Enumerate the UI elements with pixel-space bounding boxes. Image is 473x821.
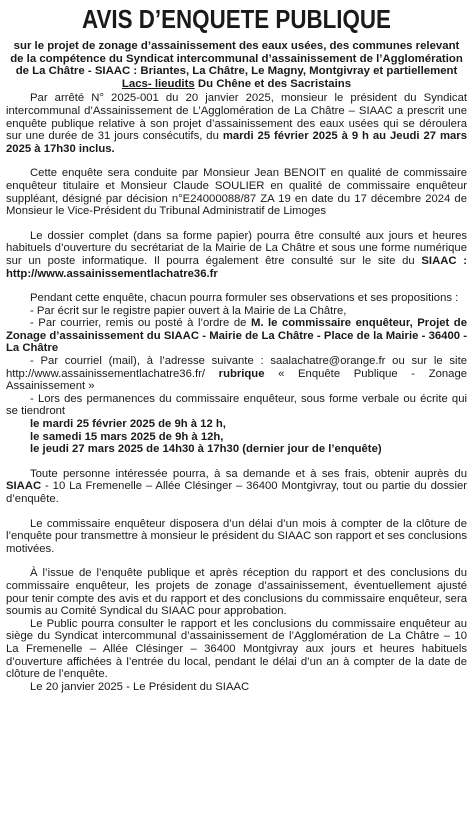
paragraph-text: Par arrêté N° 2025-001 du 20 janvier 2025, monsieur le président du Syndicat intercommunal d’Assainissement de L’Agglomération de La Châtre – SIAAC a prescrit une enquête publique relative à son projet d’assainissement des eaux usées qui se déroulera sur une durée de 31 jours consécutifs, du bbox=[6, 92, 467, 143]
bullet-courrier bbox=[6, 317, 467, 355]
paragraph-text: Le dossier complet (dans sa forme papier) pourra être consulté aux jours et heures habituels d’ouverture du secrétariat de la Mairie de La Châtre et sous une forme numérique sur un poste informatique. Il pourra également être consulté sur le site du bbox=[6, 229, 467, 267]
signature-line: Le 20 janvier 2025 - Le Président du SIAAC bbox=[30, 680, 250, 693]
enquiry-dates: mardi 25 février 2025 à 9 h au Jeudi 27 mars 2025 à 17h30 inclus. bbox=[6, 130, 467, 155]
paragraph-issue: À l’issue de l’enquête publique et après réception du rapport et des conclusions du commissaire enquêteur, les projets de zonage d’assainissement, éventuellement ajusté pour tenir compte des avis et du rapport et des conclusions du commissaire enquêteur, sera soumis au Comité Syndical du SIAAC pour approbation. bbox=[6, 567, 467, 618]
paragraph-arrete bbox=[6, 92, 467, 155]
schedule-item: le samedi 15 mars 2025 de 9h à 12h, bbox=[30, 430, 224, 443]
paragraph-text-end: - 10 La Fremenelle – Allée Clésinger – 36400 Montgivray, tout ou partie du dossier d’enquête. bbox=[6, 480, 467, 505]
bullet-courriel bbox=[6, 355, 467, 393]
schedule-item: le mardi 25 février 2025 de 9h à 12 h, bbox=[30, 418, 226, 431]
subtitle-text: sur le projet de zonage d’assainissement des eaux usées, des communes relevant de la compétence du Syndicat intercommunal d’assainissement de l’Agglomération de La Châtre - SIAAC : Briantes, La Châtre, Le Magny, Montgivray et partiellement bbox=[10, 40, 463, 78]
schedule-item: le jeudi 27 mars 2025 de 14h30 à 17h30 (dernier jour de l’enquête) bbox=[30, 443, 382, 456]
bullet-registre: - Par écrit sur le registre papier ouvert à la Mairie de La Châtre, bbox=[30, 304, 347, 317]
permanence-schedule bbox=[6, 418, 467, 456]
bullet-text: - Par courrier, remis ou posté à l’ordre de bbox=[30, 317, 251, 330]
paragraph-consultation: Le Public pourra consulter le rapport et les conclusions du commissaire enquêteur au siège du Syndicat intercommunal d’assainissement de l’Agglomération de La Châtre – 10 La Fremenelle – Allée Clésinger – 36400 Montgivray aux jours et heures habituels d’ouverture affichées à l’entrée du local, pendant le délai d’un an à compter de la date de clôture de l’enquête. bbox=[6, 617, 467, 681]
notice-title: AVIS D’ENQUETE PUBLIQUE bbox=[82, 4, 391, 34]
postal-address: M. le commissaire enquêteur, Projet de Zonage d’assainissement du SIAAC - Mairie de La Châtre - Place de la Mairie - 36400 - La Châtre bbox=[6, 317, 467, 355]
siaac-name: SIAAC bbox=[6, 480, 42, 493]
paragraph-commissaire: Cette enquête sera conduite par Monsieur Jean BENOIT en qualité de commissaire enquêteur titulaire et Monsieur Claude SOULIER en qualité de commissaire enquêteur suppléant, désigné par décision n°E24000088/87 ZA 19 en date du 17 décembre 2024 de Monsieur le Vice-Président du Tribunal Administratif de Limoges bbox=[6, 167, 467, 218]
subtitle-text-end: Du Chêne et des Sacristains bbox=[194, 77, 352, 90]
paragraph-observations: Pendant cette enquête, chacun pourra formuler ses observations et ses propositions : bbox=[30, 292, 459, 305]
siaac-website: SIAAC : http://www.assainissementlachatre36.fr bbox=[6, 254, 467, 280]
paragraph-dossier bbox=[6, 230, 467, 280]
paragraph-delai: Le commissaire enquêteur disposera d’un délai d’un mois à compter de la clôture de l’enquête pour transmettre à monsieur le président du SIAAC son rapport et ses conclusions motivées. bbox=[6, 517, 467, 555]
bullet-bold: rubrique bbox=[218, 367, 265, 380]
notice-subtitle bbox=[6, 40, 467, 90]
bullet-permanences: - Lors des permanences du commissaire enquêteur, sous forme verbale ou écrite qui se tiendront bbox=[6, 392, 467, 418]
subtitle-underlined: Lacs- lieudits bbox=[121, 77, 195, 90]
bullet-text: - Par courriel (mail), à l’adresse suivante : saalachatre@orange.fr ou sur le site http://www.assainissementlachatre36.fr/ bbox=[6, 355, 467, 380]
paragraph-text: Toute personne intéressée pourra, à sa demande et à ses frais, obtenir auprès du bbox=[30, 467, 467, 480]
bullet-text-end: « Enquête Publique - Zonage Assainissement » bbox=[6, 367, 468, 393]
paragraph-copie bbox=[6, 468, 467, 506]
